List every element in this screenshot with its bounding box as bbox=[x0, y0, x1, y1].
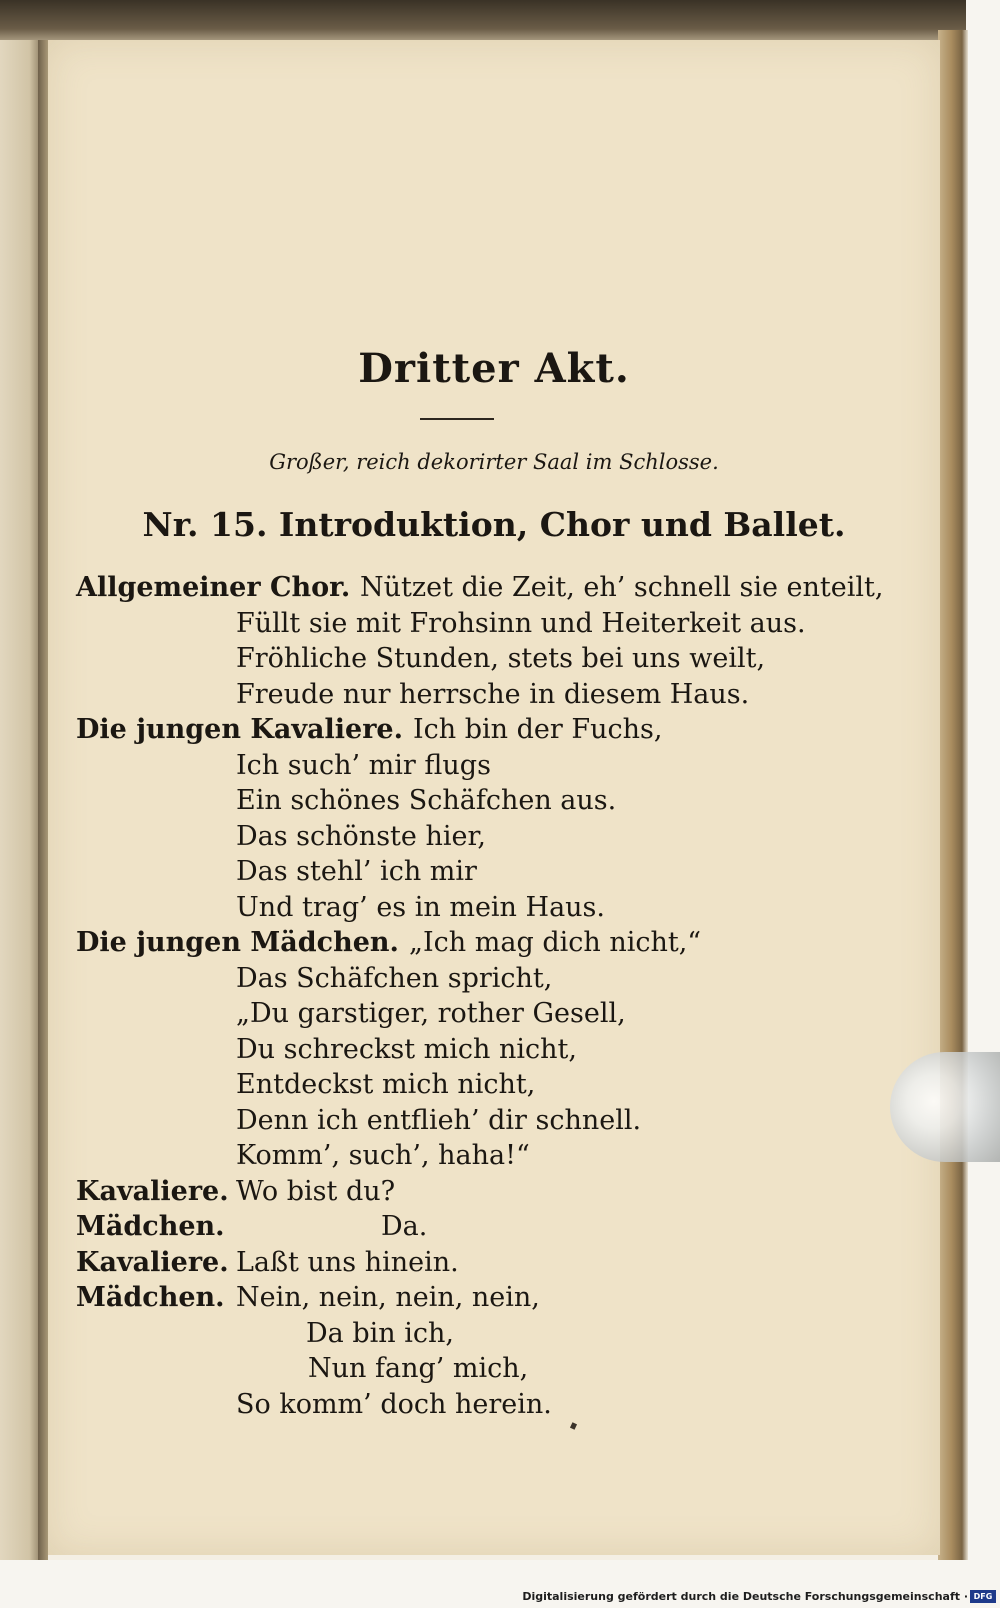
libretto-line bbox=[76, 677, 926, 713]
verse-text: Das Schäfchen spricht, bbox=[236, 962, 553, 994]
footer-credit: Digitalisierung gefördert durch die Deutsche Forschungsgemeinschaft · bbox=[522, 1590, 968, 1603]
verse-text: Und trag’ es in mein Haus. bbox=[236, 891, 605, 923]
libretto-line bbox=[76, 961, 926, 997]
verse-text: Das schönste hier, bbox=[236, 820, 486, 852]
verse-text: Nein, nein, nein, nein, bbox=[236, 1282, 540, 1313]
scan-margin-right bbox=[966, 0, 1000, 1608]
previous-page-edge bbox=[0, 40, 42, 1560]
page-edge-right bbox=[938, 30, 968, 1560]
book-gutter bbox=[38, 40, 48, 1560]
book-page bbox=[48, 40, 940, 1555]
speaker-label: Mädchen. bbox=[76, 1211, 225, 1242]
libretto-line bbox=[76, 1032, 926, 1068]
libretto-lines bbox=[76, 570, 926, 1422]
libretto-line bbox=[76, 641, 926, 677]
verse-text: Da bin ich, bbox=[306, 1317, 454, 1349]
verse-text: Da. bbox=[381, 1211, 428, 1242]
libretto-line bbox=[76, 1209, 926, 1245]
libretto-line bbox=[76, 890, 926, 926]
speaker-label: Die jungen Kavaliere. bbox=[76, 714, 404, 745]
act-title: Dritter Akt. bbox=[358, 345, 630, 392]
verse-text: Fröhliche Stunden, stets bei uns weilt, bbox=[236, 643, 766, 674]
libretto-line bbox=[76, 1103, 926, 1139]
speaker-label: Allgemeiner Chor. bbox=[76, 572, 351, 603]
verse-text: Ich bin der Fuchs, bbox=[413, 714, 663, 745]
verse-text: „Du garstiger, rother Gesell, bbox=[236, 998, 626, 1029]
libretto-line bbox=[76, 606, 926, 642]
verse-text: Freude nur herrsche in diesem Haus. bbox=[236, 678, 750, 710]
verse-text: Das stehl’ ich mir bbox=[236, 856, 477, 887]
speaker-label: Mädchen. bbox=[76, 1282, 225, 1313]
libretto-line bbox=[76, 1351, 926, 1387]
libretto-line bbox=[76, 1067, 926, 1103]
dfg-logo: DFG bbox=[970, 1590, 996, 1603]
verse-text: Ein schönes Schäfchen aus. bbox=[236, 785, 617, 816]
libretto-line bbox=[76, 925, 926, 961]
libretto-line bbox=[76, 748, 926, 784]
verse-text: Denn ich entflieh’ dir schnell. bbox=[236, 1104, 642, 1136]
verse-text: Entdeckst mich nicht, bbox=[236, 1069, 536, 1100]
scene-setting: Großer, reich dekorirter Saal im Schlosse. bbox=[269, 450, 719, 474]
libretto-line bbox=[76, 996, 926, 1032]
libretto-line bbox=[76, 712, 926, 748]
verse-text: Nützet die Zeit, eh’ schnell sie enteilt, bbox=[360, 572, 884, 603]
verse-text: Komm’, such’, haha!“ bbox=[236, 1140, 530, 1171]
number-title: Nr. 15. Introduktion, Chor und Ballet. bbox=[142, 505, 846, 544]
libretto-line bbox=[76, 1387, 926, 1423]
libretto-line bbox=[76, 1138, 926, 1174]
verse-text: „Ich mag dich nicht,“ bbox=[409, 927, 702, 958]
verse-text: Du schreckst mich nicht, bbox=[236, 1033, 577, 1065]
verse-text: Wo bist du? bbox=[236, 1175, 396, 1207]
verse-text: Nun fang’ mich, bbox=[308, 1353, 529, 1384]
verse-text: Laßt uns hinein. bbox=[236, 1246, 459, 1278]
libretto-line bbox=[76, 1174, 926, 1210]
libretto-line bbox=[76, 1280, 926, 1316]
libretto-line bbox=[76, 1245, 926, 1281]
ink-speck bbox=[570, 1422, 577, 1430]
verse-text: Füllt sie mit Frohsinn und Heiterkeit aus. bbox=[236, 607, 806, 639]
libretto-line bbox=[76, 783, 926, 819]
verse-text: So komm’ doch herein. bbox=[236, 1388, 552, 1420]
speaker-label: Kavaliere. bbox=[76, 1175, 229, 1207]
title-rule bbox=[420, 418, 494, 420]
libretto-line bbox=[76, 819, 926, 855]
libretto-line bbox=[76, 854, 926, 890]
speaker-label: Kavaliere. bbox=[76, 1246, 229, 1278]
verse-text: Ich such’ mir flugs bbox=[236, 749, 491, 781]
digitization-footer bbox=[0, 1585, 1000, 1608]
libretto-line bbox=[76, 1316, 926, 1352]
libretto-line bbox=[76, 570, 926, 606]
page-clip bbox=[890, 1052, 1000, 1162]
speaker-label: Die jungen Mädchen. bbox=[76, 927, 399, 958]
